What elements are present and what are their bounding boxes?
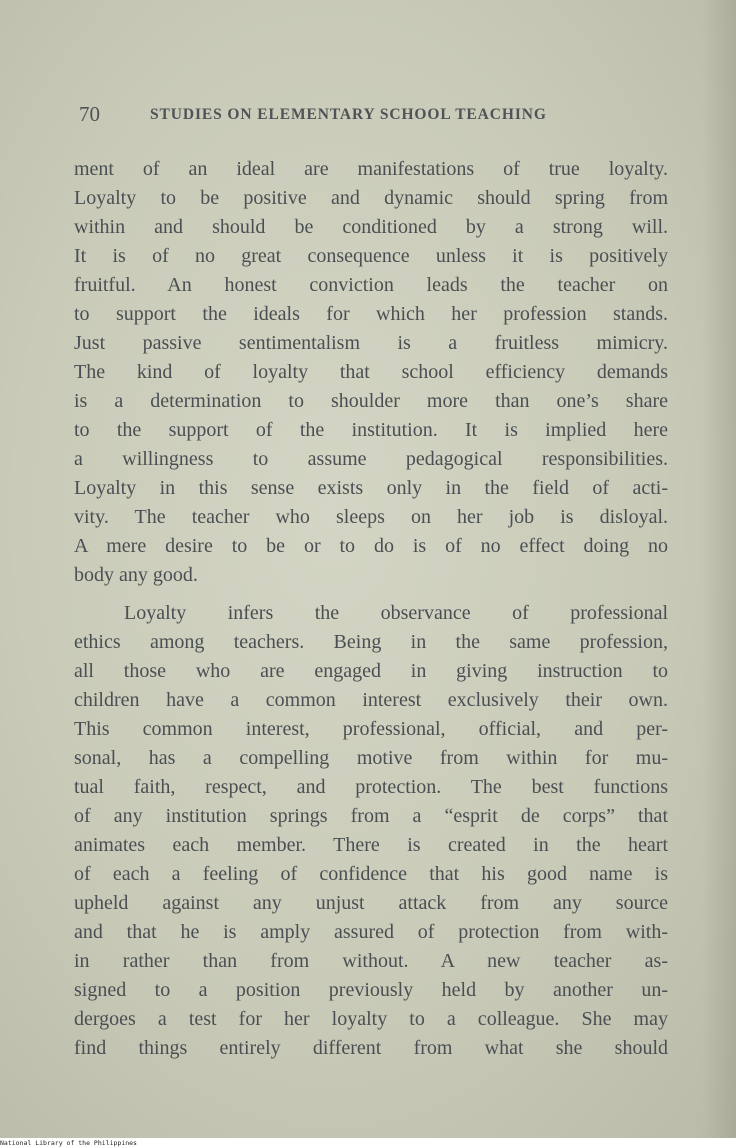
running-title: STUDIES ON ELEMENTARY SCHOOL TEACHING [150, 106, 547, 123]
paragraph-1 [74, 155, 668, 590]
text-line: Loyalty to be positive and dynamic should spring from [74, 187, 668, 209]
text-line: animates each member. There is created in the heart [74, 834, 668, 856]
text-line: children have a common interest exclusively their own. [74, 689, 668, 711]
text-line: to the support of the institution. It is implied here [74, 419, 668, 441]
text-line: Just passive sentimentalism is a fruitless mimicry. [74, 332, 668, 354]
text-line: of each a feeling of confidence that his good name is [74, 863, 668, 885]
text-line: signed to a position previously held by another un- [74, 979, 668, 1001]
text-line: This common interest, professional, official, and per- [74, 718, 668, 740]
paragraph-gap [74, 590, 668, 599]
text-line: all those who are engaged in giving instruction to [74, 660, 668, 682]
footer-credit: National Library of the Philippines [0, 1139, 137, 1147]
text-line: of any institution springs from a “esprit de corps” that [74, 805, 668, 827]
text-line: to support the ideals for which her profession stands. [74, 303, 668, 325]
text-line: vity. The teacher who sleeps on her job is disloyal. [74, 506, 668, 528]
body-text [74, 155, 668, 1063]
paragraph-2 [74, 599, 668, 1063]
text-line: The kind of loyalty that school efficiency demands [74, 361, 668, 383]
text-line: tual faith, respect, and protection. The best functions [74, 776, 668, 798]
text-line: ment of an ideal are manifestations of true loyalty. [74, 158, 668, 180]
text-line: Loyalty infers the observance of professional [124, 602, 668, 624]
text-line: body any good. [74, 564, 198, 586]
text-line: fruitful. An honest conviction leads the teacher on [74, 274, 668, 296]
text-line: find things entirely different from what she should [74, 1037, 668, 1059]
page-edge-shadow [702, 0, 736, 1138]
text-line: upheld against any unjust attack from any source [74, 892, 668, 914]
text-line: is a determination to shoulder more than one’s share [74, 390, 668, 412]
text-line: a willingness to assume pedagogical responsibilities. [74, 448, 668, 470]
text-line: within and should be conditioned by a strong will. [74, 216, 668, 238]
page-number: 70 [79, 102, 100, 126]
text-line: ethics among teachers. Being in the same profession, [74, 631, 668, 653]
running-head [79, 100, 639, 128]
text-line: and that he is amply assured of protection from with- [74, 921, 668, 943]
text-line: A mere desire to be or to do is of no effect doing no [74, 535, 668, 557]
text-line: in rather than from without. A new teacher as- [74, 950, 668, 972]
text-line: It is of no great consequence unless it is positively [74, 245, 668, 267]
text-line: Loyalty in this sense exists only in the field of acti- [74, 477, 668, 499]
text-line: dergoes a test for her loyalty to a colleague. She may [74, 1008, 668, 1030]
text-line: sonal, has a compelling motive from within for mu- [74, 747, 668, 769]
